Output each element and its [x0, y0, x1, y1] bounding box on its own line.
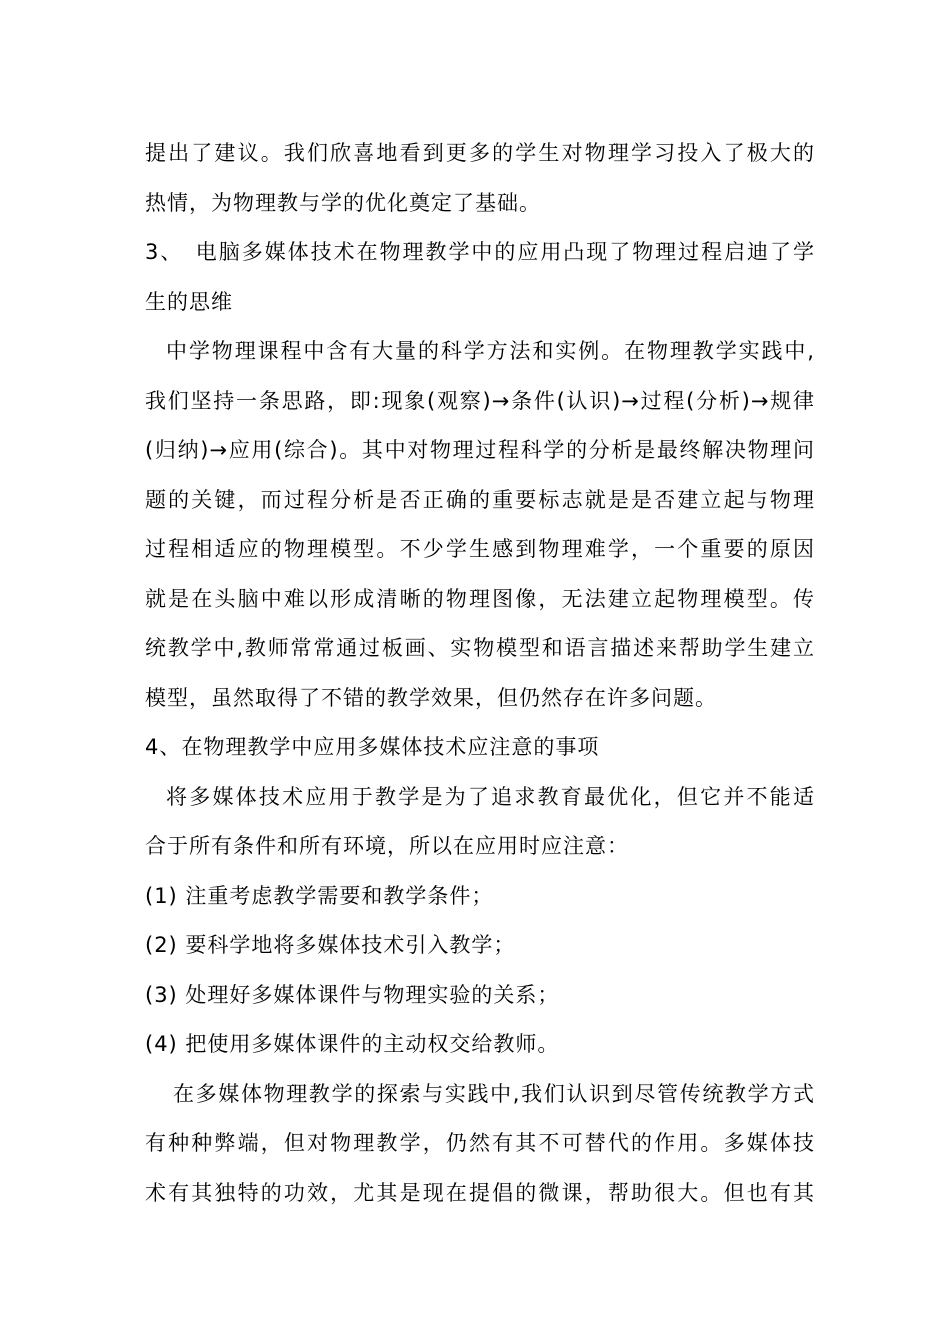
paragraph-line: 题的关键，而过程分析是否正确的重要标志就是是否建立起与物理: [145, 487, 815, 512]
paragraph-line: (归纳)→应用(综合)。其中对物理过程科学的分析是最终解决物理问: [145, 438, 815, 462]
paragraph-line: 模型，虽然取得了不错的教学效果，但仍然存在许多问题。: [145, 685, 717, 710]
paragraph-line: 我们坚持一条思路，即:现象(观察)→条件(认识)→过程(分析)→规律: [145, 388, 815, 413]
section-heading-3: 3、 电脑多媒体技术在物理教学中的应用凸现了物理过程启迪了学: [145, 240, 815, 264]
paragraph-line: 中学物理课程中含有大量的科学方法和实例。在物理教学实践中,: [166, 339, 815, 363]
list-item: (2) 要科学地将多媒体技术引入教学；: [145, 933, 516, 957]
document-body: [145, 129, 815, 1218]
paragraph-line: 合于所有条件和所有环境，所以在应用时应注意：: [145, 834, 629, 858]
list-item: (1) 注重考虑教学需要和教学条件；: [145, 883, 494, 908]
list-item: (3) 处理好多媒体课件与物理实验的关系；: [145, 982, 560, 1007]
paragraph-line: 将多媒体技术应用于教学是为了追求教育最优化，但它并不能适: [166, 784, 815, 809]
section-heading-3-continued: 生的思维: [145, 289, 233, 314]
section-heading-4: 4、在物理教学中应用多媒体技术应注意的事项: [145, 735, 600, 759]
paragraph-line: 提出了建议。我们欣喜地看到更多的学生对物理学习投入了极大的: [145, 141, 815, 165]
paragraph-line: 过程相适应的物理模型。不少学生感到物理难学，一个重要的原因: [145, 537, 815, 561]
paragraph-line: 有种种弊端，但对物理教学，仍然有其不可替代的作用。多媒体技: [145, 1131, 815, 1155]
list-item: (4) 把使用多媒体课件的主动权交给教师。: [145, 1032, 560, 1056]
paragraph-line: 术有其独特的功效，尤其是现在提倡的微课，帮助很大。但也有其: [145, 1180, 815, 1205]
paragraph-line: 热情，为物理教与学的优化奠定了基础。: [145, 190, 541, 215]
paragraph-line: 统教学中,教师常常通过板画、实物模型和语言描述来帮助学生建立: [145, 636, 815, 660]
paragraph-line: 就是在头脑中难以形成清晰的物理图像，无法建立起物理模型。传: [145, 586, 815, 611]
paragraph-line: 在多媒体物理教学的探索与实践中,我们认识到尽管传统教学方式: [173, 1081, 815, 1106]
